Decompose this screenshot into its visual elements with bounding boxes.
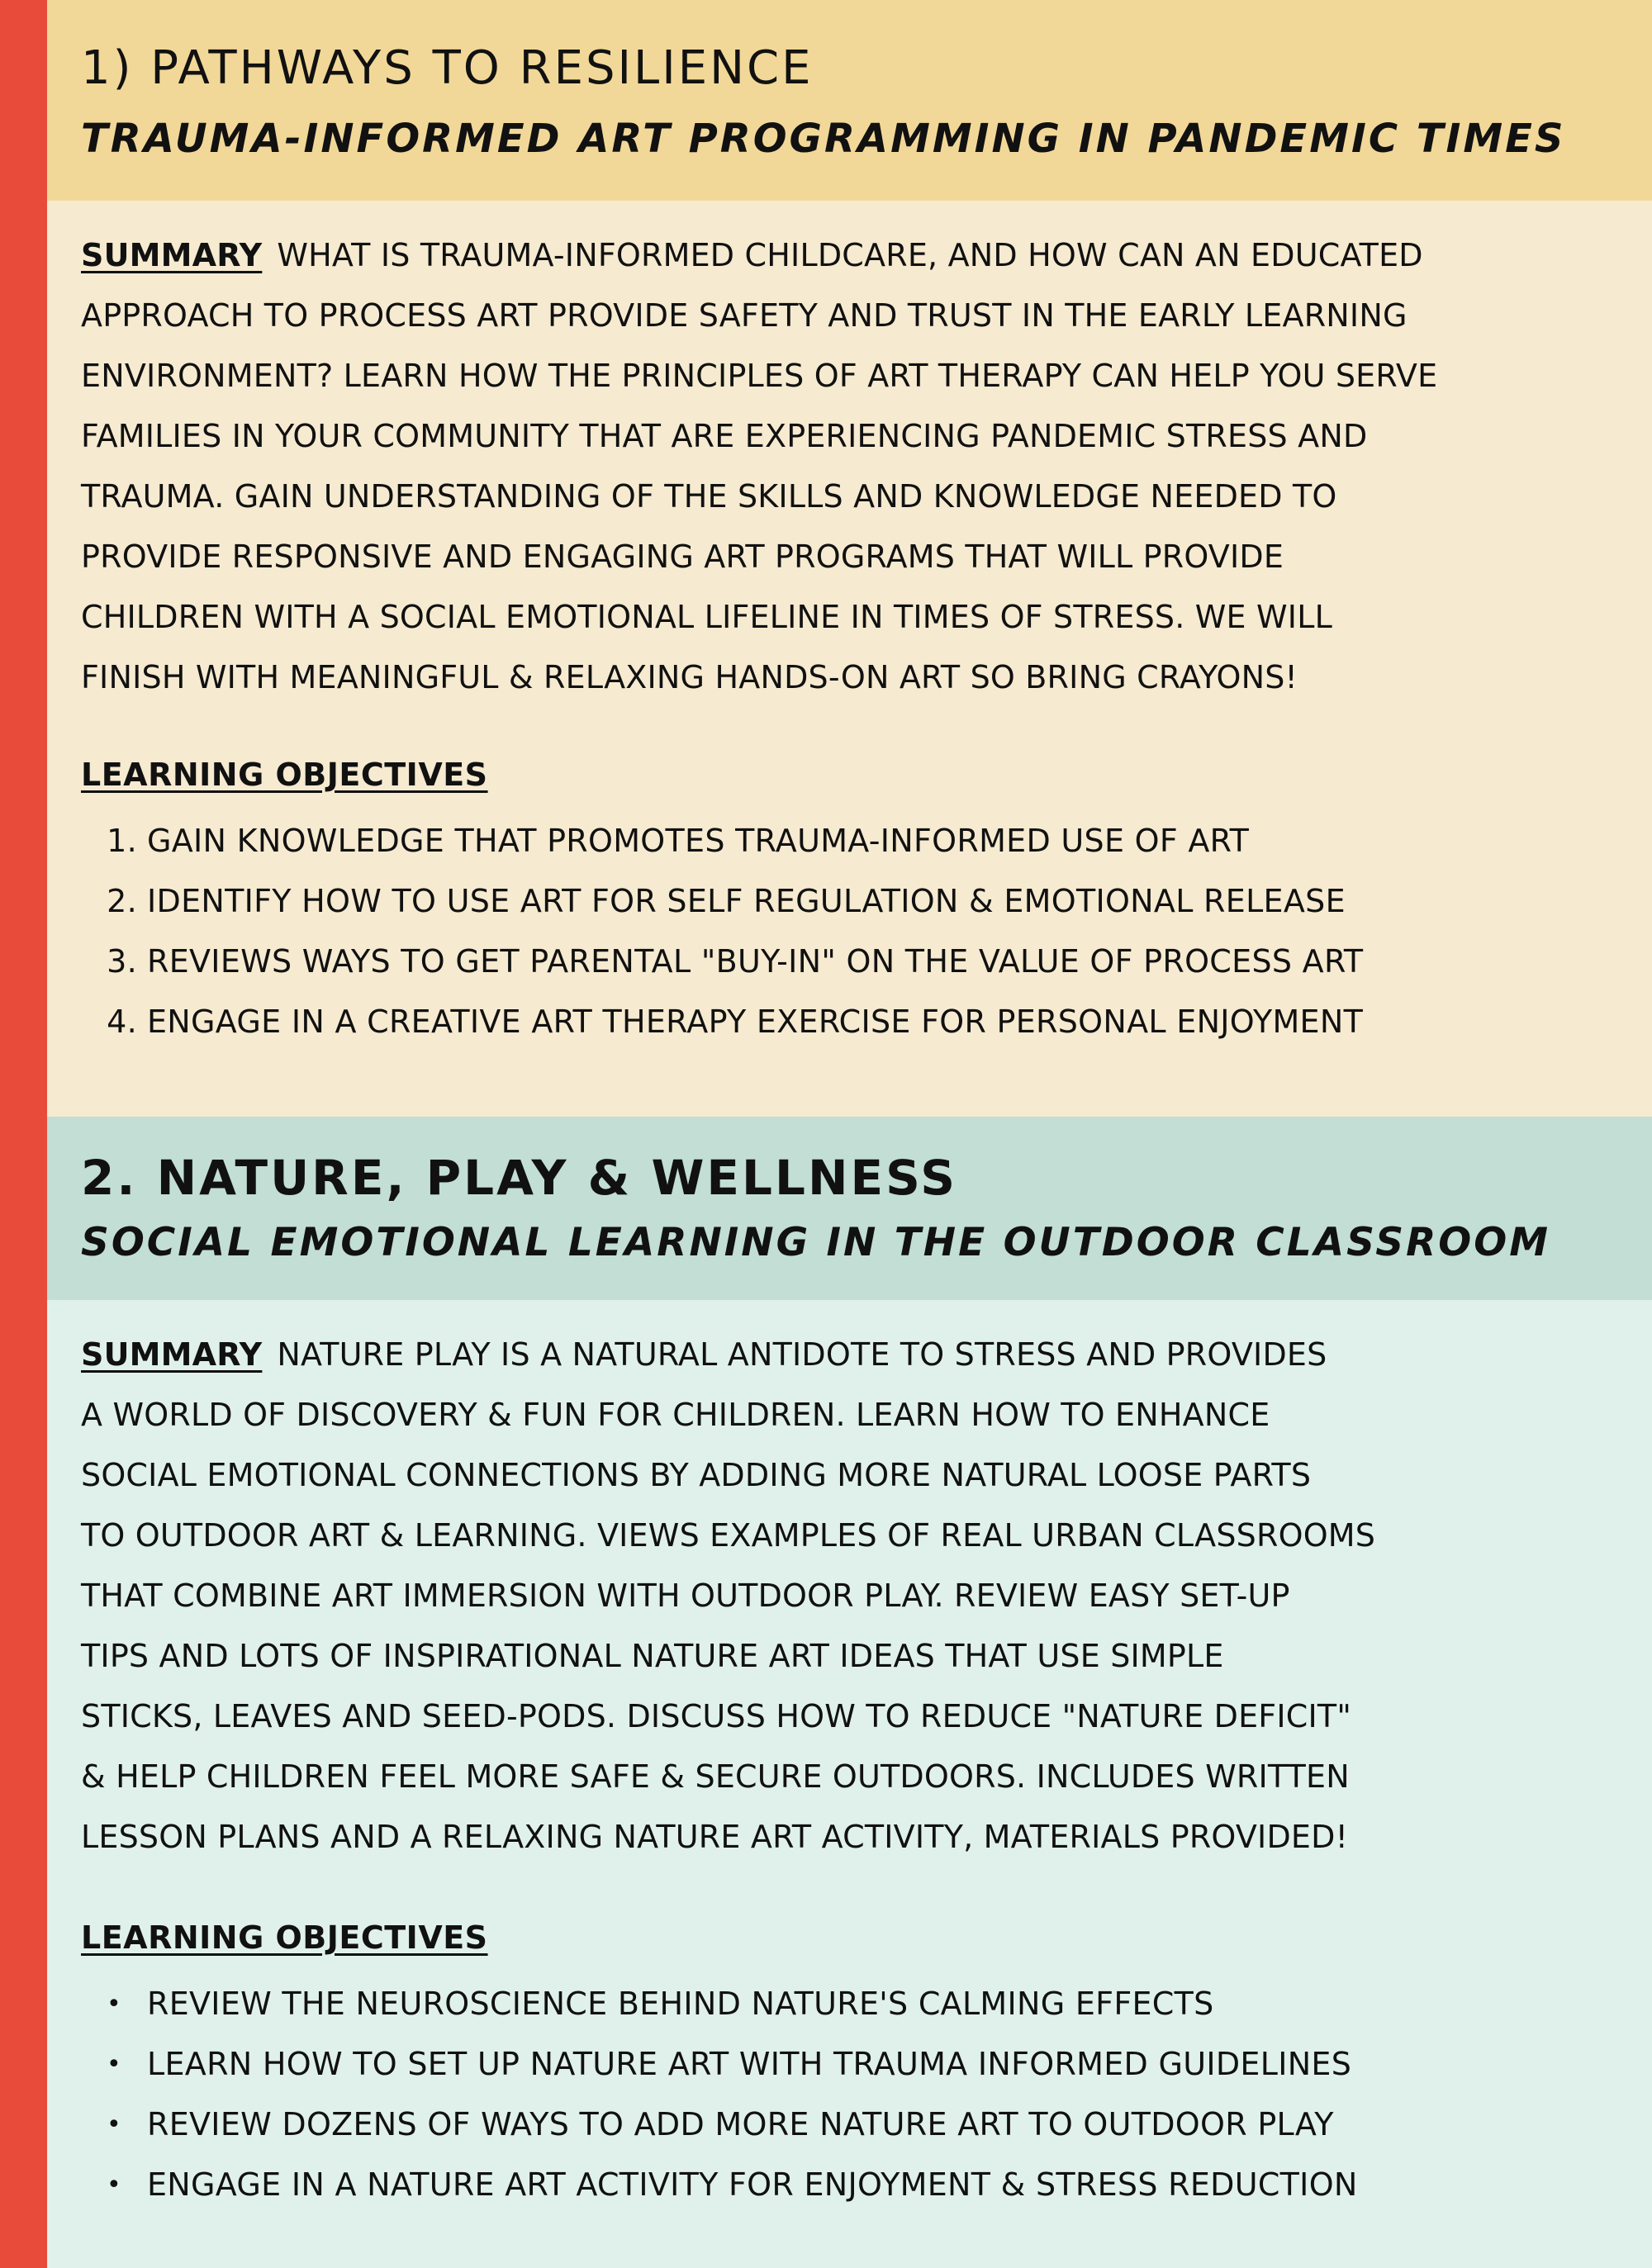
summary-line: SUMMARY WHAT IS TRAUMA-INFORMED CHILDCARE, AND HOW CAN AN EDUCATED [81,237,1423,273]
summary-line: PROVIDE RESPONSIVE AND ENGAGING ART PROGRAMS THAT WILL PROVIDE [81,539,1284,575]
section2-body [47,1300,1652,2268]
bullet-icon: • [107,1990,121,2019]
section2-summary [81,1325,1634,1867]
list-item: • ENGAGE IN A NATURE ART ACTIVITY FOR ENJOYMENT & STRESS REDUCTION [81,2155,1358,2215]
section1-title: 1) PATHWAYS TO RESILIENCE [81,41,814,95]
summary-label: SUMMARY [81,1336,263,1373]
list-item: 4. ENGAGE IN A CREATIVE ART THERAPY EXERCISE FOR PERSONAL ENJOYMENT [107,1004,1364,1040]
section2-header [47,1117,1652,1300]
summary-line: TRAUMA. GAIN UNDERSTANDING OF THE SKILLS AND KNOWLEDGE NEEDED TO [81,478,1337,515]
list-item: 2. IDENTIFY HOW TO USE ART FOR SELF REGULATION & EMOTIONAL RELEASE [107,883,1346,919]
summary-line: TIPS AND LOTS OF INSPIRATIONAL NATURE ART IDEAS THAT USE SIMPLE [81,1638,1224,1674]
summary-line: SUMMARY NATURE PLAY IS A NATURAL ANTIDOTE TO STRESS AND PROVIDES [81,1336,1327,1373]
summary-line: FINISH WITH MEANINGFUL & RELAXING HANDS-ON ART SO BRING CRAYONS! [81,659,1298,695]
section2-subtitle: SOCIAL EMOTIONAL LEARNING IN THE OUTDOOR CLASSROOM [81,1220,1550,1265]
summary-line: STICKS, LEAVES AND SEED-PODS. DISCUSS HOW TO REDUCE "NATURE DEFICIT" [81,1698,1351,1734]
section2-objectives-list [81,1974,1358,2215]
summary-line: LESSON PLANS AND A RELAXING NATURE ART ACTIVITY, MATERIALS PROVIDED! [81,1819,1349,1855]
summary-line: FAMILIES IN YOUR COMMUNITY THAT ARE EXPERIENCING PANDEMIC STRESS AND [81,418,1368,454]
red-sidebar-stripe [0,0,47,2268]
section2-title: 2. NATURE, PLAY & WELLNESS [81,1150,958,1206]
section1-body [47,201,1652,1117]
list-item: • REVIEW THE NEUROSCIENCE BEHIND NATURE'S CALMING EFFECTS [81,1974,1358,2034]
summary-line: TO OUTDOOR ART & LEARNING. VIEWS EXAMPLES OF REAL URBAN CLASSROOMS [81,1517,1376,1554]
section1-objectives-heading: LEARNING OBJECTIVES [81,757,488,793]
bullet-icon: • [107,2050,121,2079]
summary-line: APPROACH TO PROCESS ART PROVIDE SAFETY AND TRUST IN THE EARLY LEARNING [81,297,1408,334]
section1-summary [81,225,1634,708]
summary-line: SOCIAL EMOTIONAL CONNECTIONS BY ADDING MORE NATURAL LOOSE PARTS [81,1457,1312,1493]
summary-label: SUMMARY [81,237,263,273]
bullet-icon: • [107,2110,121,2139]
section1-subtitle: TRAUMA-INFORMED ART PROGRAMMING IN PANDEMIC TIMES [81,116,1566,162]
list-item: 1. GAIN KNOWLEDGE THAT PROMOTES TRAUMA-INFORMED USE OF ART [107,823,1250,859]
summary-line: ENVIRONMENT? LEARN HOW THE PRINCIPLES OF ART THERAPY CAN HELP YOU SERVE [81,358,1438,394]
summary-line: THAT COMBINE ART IMMERSION WITH OUTDOOR PLAY. REVIEW EASY SET-UP [81,1578,1290,1614]
bullet-icon: • [107,2171,121,2199]
section2-objectives-heading: LEARNING OBJECTIVES [81,1919,488,1956]
summary-line: CHILDREN WITH A SOCIAL EMOTIONAL LIFELINE IN TIMES OF STRESS. WE WILL [81,599,1332,635]
summary-line: & HELP CHILDREN FEEL MORE SAFE & SECURE OUTDOORS. INCLUDES WRITTEN [81,1758,1350,1795]
summary-line: A WORLD OF DISCOVERY & FUN FOR CHILDREN. LEARN HOW TO ENHANCE [81,1397,1270,1433]
section1-header [47,0,1652,201]
list-item: • REVIEW DOZENS OF WAYS TO ADD MORE NATURE ART TO OUTDOOR PLAY [81,2095,1358,2155]
section1-objectives-list [81,811,1363,1052]
list-item: 3. REVIEWS WAYS TO GET PARENTAL "BUY-IN" ON THE VALUE OF PROCESS ART [107,943,1364,980]
list-item: • LEARN HOW TO SET UP NATURE ART WITH TRAUMA INFORMED GUIDELINES [81,2034,1358,2095]
